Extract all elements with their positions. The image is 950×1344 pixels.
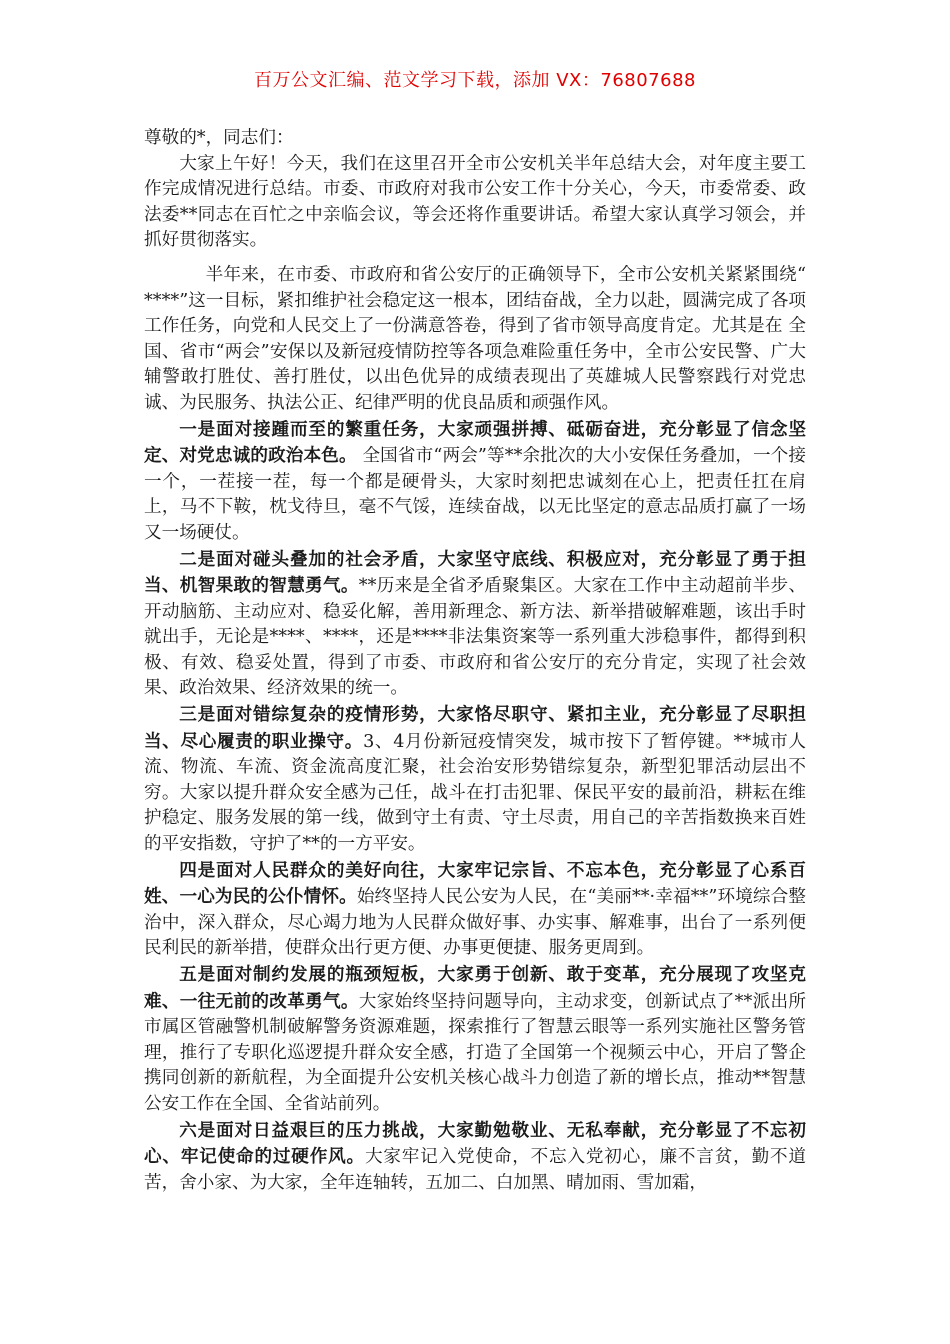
point-lead-5: 五是面对制约发展的瓶颈短板，大家勇于创新、敢于变革，充分展现了攻坚克难、一往无前的改革勇气。 <box>144 964 806 1012</box>
point-body-2: **历来是全省矛盾聚集区。大家在工作中主动超前半步、开动脑筋、主动应对、稳妥化解，善用新理念、新方法、新举措破解难题，该出手时就出手，无论是****、****，还是****非法集资案等一系列重大涉稳事件，都得到积极、有效、稳妥处置，得到了市委、市政府和省公安厅的充分肯定，实现了社会效果、政治效果、经济效果的统一。 <box>144 576 806 699</box>
download-banner: 百万公文汇编、范文学习下载，添加 VX：76807688 <box>254 70 696 91</box>
point-lead-2: 二是面对碰头叠加的社会矛盾，大家坚守底线、积极应对，充分彰显了勇于担当、机智果敢的智慧勇气。 <box>144 548 806 597</box>
point-paragraph-5 <box>144 962 806 1118</box>
point-lead-4: 四是面对人民群众的美好向往，大家牢记宗旨、不忘本色，充分彰显了心系百姓、一心为民的公仆情怀。 <box>144 859 806 908</box>
point-paragraph-4 <box>144 858 806 962</box>
point-body-1: 全国省市“两会”等**余批次的大小安保任务叠加，一个接一个，一茬接一茬，每一个都是硬骨头，大家时刻把忠诚刻在心上，把责任扛在肩上，马不下鞍，枕戈待旦，毫不气馁，连续奋战，以无比坚定的意志品质打赢了一场又一场硬仗。 <box>144 446 806 543</box>
point-paragraph-3 <box>144 702 806 858</box>
point-lead-1: 一是面对接踵而至的繁重任务，大家顽强拼搏、砥砺奋进，充分彰显了信念坚定、对党忠诚的政治本色。 <box>144 418 806 467</box>
speech-document <box>144 126 806 1196</box>
summary-paragraph: 半年来，在市委、市政府和省公安厅的正确领导下，全市公安机关紧紧围绕“ ****”这一目标，紧扣维护社会稳定这一根本，团结奋战，全力以赴，圆满完成了各项工作任务，向党和人民交上了一份满意答卷，得到了省市领导高度肯定。尤其是在 全国、省市“两会”安保以及新冠疫情防控等各项急难险重任务中，全市公安民警、广大辅警敢打胜仗、善打胜仗，以出色优异的成绩表现出了英雄城人民警察践行对党忠诚、为民服务、执法公正、纪律严明的优良品质和顽强作风。 <box>144 264 806 413</box>
point-body-5: 大家始终坚持问题导向，主动求变，创新试点了**派出所市属区管融警机制破解警务资源难题，探索推行了智慧云眼等一系列实施社区警务管理，推行了专职化巡逻提升群众安全感，打造了全国第一个视频云中心，开启了警企携同创新的新航程，为全面提升公安机关核心战斗力创造了新的增长点，推动**智慧公安工作在全国、全省站前列。 <box>144 991 806 1114</box>
point-body-3: 3、4月份新冠疫情突发，城市按下了暂停键。**城市人流、物流、车流、资金流高度汇聚，社会治安形势错综复杂，新型犯罪活动层出不穷。大家以提升群众安全感为己任，战斗在打击犯罪、保民平安的最前沿，耕耘在维护稳定、服务发展的第一线，做到守土有责、守土尽责，用自己的辛苦指数换来百姓的平安指数，守护了**的一方平安。 <box>144 731 806 855</box>
point-lead-3: 三是面对错综复杂的疫情形势，大家恪尽职守、紧扣主业，充分彰显了尽职担当、尽心履责的职业操守。 <box>144 704 806 752</box>
point-paragraph-2 <box>144 547 806 703</box>
point-paragraph-1 <box>144 417 806 547</box>
point-body-4: 始终坚持人民公安为人民，在“美丽**·幸福**”环境综合整治中，深入群众，尽心竭力地为人民群众做好事、办实事、解难事，出台了一系列便民利民的新举措，使群众出行更方便、办事更便捷、服务更周到。 <box>144 887 806 959</box>
salutation: 尊敬的*，同志们： <box>144 128 294 148</box>
opening-paragraph: 大家上午好！今天，我们在这里召开全市公安机关半年总结大会，对年度主要工作完成情况进行总结。市委、市政府对我市公安工作十分关心，今天，市委常委、政法委**同志在百忙之中亲临会议，等会还将作重要讲话。希望大家认真学习领会，并抓好贯彻落实。 <box>144 153 806 251</box>
point-paragraph-6 <box>144 1118 806 1197</box>
point-lead-6: 六是面对日益艰巨的压力挑战，大家勤勉敬业、无私奉献，充分彰显了不忘初心、牢记使命的过硬作风。 <box>144 1119 806 1168</box>
point-body-6: 大家牢记入党使命，不忘入党初心，廉不言贫，勤不道苦，舍小家、为大家，全年连轴转，五加二、白加黑、晴加雨、雪加霜， <box>144 1147 806 1193</box>
